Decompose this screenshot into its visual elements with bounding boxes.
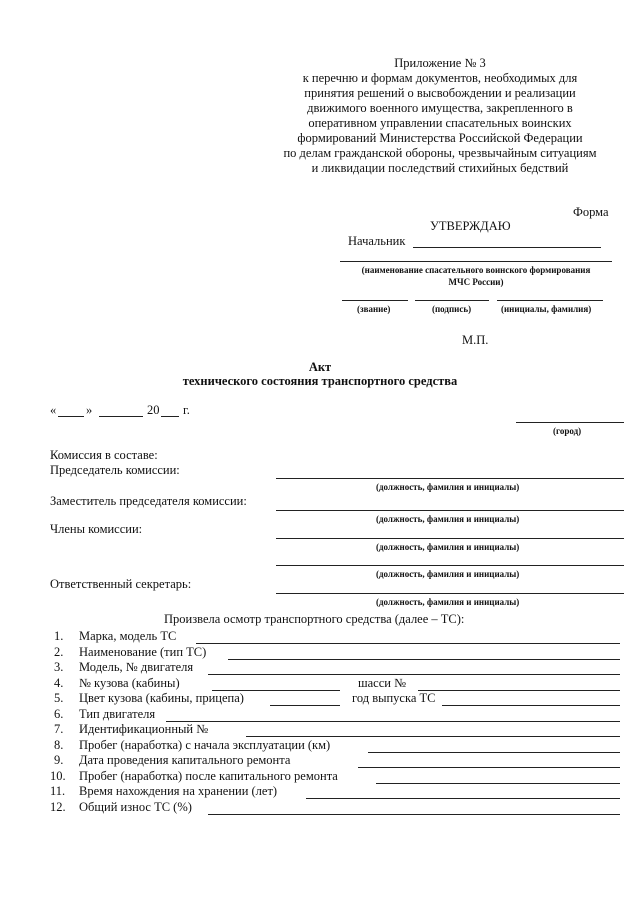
item-extra-label: шасси № bbox=[358, 676, 407, 690]
item-number: 10. bbox=[50, 769, 66, 783]
item-label: № кузова (кабины) bbox=[79, 676, 180, 690]
item-label: Пробег (наработка) после капитального ремонта bbox=[79, 769, 338, 783]
appendix-number: Приложение № 3 bbox=[394, 56, 486, 70]
form-label: Форма bbox=[573, 205, 609, 219]
chair-line bbox=[276, 478, 624, 479]
formation-caption: (наименование спасательного воинского формирования bbox=[361, 265, 591, 275]
secretary-caption: (должность, фамилия и инициалы) bbox=[376, 597, 520, 607]
item-number: 5. bbox=[54, 691, 64, 705]
city-line bbox=[516, 422, 624, 423]
chief-label: Начальник bbox=[348, 234, 406, 248]
item-line bbox=[208, 814, 620, 815]
item-label: Время нахождения на хранении (лет) bbox=[79, 784, 278, 798]
item-line bbox=[270, 705, 340, 706]
item-extra-line bbox=[418, 690, 620, 691]
city-caption: (город) bbox=[553, 426, 582, 436]
item-number: 11. bbox=[50, 784, 66, 798]
item-line bbox=[376, 783, 620, 784]
day-line bbox=[58, 416, 84, 417]
signature-caption: (подпись) bbox=[432, 304, 472, 314]
commission-heading: Комиссия в составе: bbox=[50, 448, 158, 462]
rank-line bbox=[342, 300, 408, 301]
item-label: Цвет кузова (кабины, прицепа) bbox=[79, 691, 244, 705]
rank-caption: (звание) bbox=[357, 304, 391, 314]
commission-chair: Председатель комиссии: bbox=[50, 463, 180, 477]
item-label: Пробег (наработка) с начала эксплуатации (км) bbox=[79, 738, 331, 752]
deputy-caption: (должность, фамилия и инициалы) bbox=[376, 514, 520, 524]
appendix-line: принятия решений о высвобождении и реализации bbox=[304, 86, 576, 100]
year-line bbox=[161, 416, 179, 417]
year-suffix: г. bbox=[183, 403, 190, 417]
formation-line bbox=[340, 261, 612, 262]
item-line bbox=[196, 643, 620, 644]
item-extra-line bbox=[442, 705, 620, 706]
name-line bbox=[497, 300, 603, 301]
name-caption: (инициалы, фамилия) bbox=[501, 304, 592, 314]
item-number: 6. bbox=[54, 707, 64, 721]
deputy-line bbox=[276, 510, 624, 511]
appendix-line: движимого военного имущества, закрепленного в bbox=[307, 101, 573, 115]
item-line bbox=[166, 721, 620, 722]
month-line bbox=[99, 416, 143, 417]
item-number: 3. bbox=[54, 660, 64, 674]
commission-deputy: Заместитель председателя комиссии: bbox=[50, 494, 247, 508]
item-line bbox=[306, 798, 620, 799]
act-title: Акт bbox=[308, 360, 332, 374]
item-label: Дата проведения капитального ремонта bbox=[79, 753, 291, 767]
appendix-line: по делам гражданской обороны, чрезвычайным ситуациям bbox=[283, 146, 597, 160]
item-number: 9. bbox=[54, 753, 64, 767]
item-label: Марка, модель ТС bbox=[79, 629, 177, 643]
item-number: 4. bbox=[54, 676, 64, 690]
year-prefix: 20 bbox=[147, 403, 160, 417]
item-label: Модель, № двигателя bbox=[79, 660, 194, 674]
approve-label: УТВЕРЖДАЮ bbox=[430, 219, 511, 233]
item-line bbox=[208, 674, 620, 675]
appendix-line: и ликвидации последствий стихийных бедствий bbox=[311, 161, 569, 175]
item-number: 7. bbox=[54, 722, 64, 736]
member-caption-2: (должность, фамилия и инициалы) bbox=[376, 569, 520, 579]
item-number: 2. bbox=[54, 645, 64, 659]
appendix-line: формирований Министерства Российской Федерации bbox=[297, 131, 583, 145]
signature-line bbox=[415, 300, 489, 301]
member-line-1 bbox=[276, 538, 624, 539]
item-number: 1. bbox=[54, 629, 64, 643]
secretary-line bbox=[276, 593, 624, 594]
item-extra-label: год выпуска ТС bbox=[352, 691, 436, 705]
formation-caption-2: МЧС России) bbox=[448, 277, 504, 287]
item-number: 12. bbox=[50, 800, 66, 814]
item-line bbox=[246, 736, 620, 737]
chair-caption: (должность, фамилия и инициалы) bbox=[376, 482, 520, 492]
item-label: Наименование (тип ТС) bbox=[79, 645, 207, 659]
member-caption-1: (должность, фамилия и инициалы) bbox=[376, 542, 520, 552]
item-line bbox=[228, 659, 620, 660]
inspection-intro: Произвела осмотр транспортного средства (далее – ТС): bbox=[164, 612, 465, 626]
item-line bbox=[368, 752, 620, 753]
item-line bbox=[358, 767, 620, 768]
member-line-2 bbox=[276, 565, 624, 566]
appendix-line: к перечню и формам документов, необходимых для bbox=[302, 71, 578, 85]
item-number: 8. bbox=[54, 738, 64, 752]
commission-members: Члены комиссии: bbox=[50, 522, 143, 536]
act-subtitle: технического состояния транспортного средства bbox=[182, 374, 458, 388]
date-open-quote: « bbox=[50, 403, 57, 417]
date-close-quote: » bbox=[86, 403, 93, 417]
appendix-line: оперативном управлении спасательных воинских bbox=[308, 116, 572, 130]
item-label: Идентификационный № bbox=[79, 722, 209, 736]
seal-label: М.П. bbox=[462, 333, 489, 347]
chief-signature-line bbox=[413, 247, 601, 248]
item-label: Общий износ ТС (%) bbox=[79, 800, 192, 814]
item-label: Тип двигателя bbox=[79, 707, 156, 721]
commission-secretary: Ответственный секретарь: bbox=[50, 577, 192, 591]
